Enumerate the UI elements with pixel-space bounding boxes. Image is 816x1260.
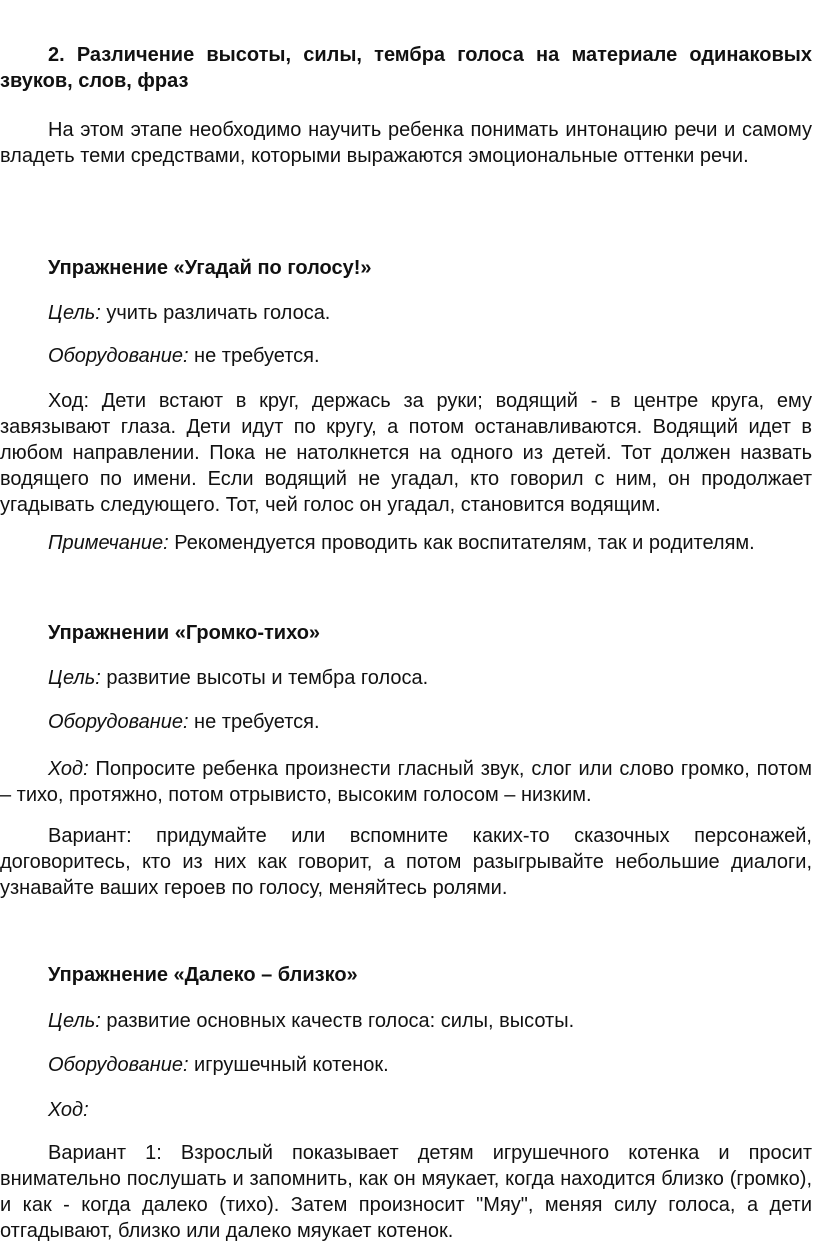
exercise-3-goal bbox=[0, 1008, 812, 1034]
exercise-1-title: Упражнение «Угадай по голосу!» bbox=[48, 257, 372, 279]
exercise-1-goal bbox=[0, 300, 812, 326]
equipment-label: Оборудование: bbox=[48, 711, 189, 733]
equipment-text: не требуется. bbox=[188, 345, 320, 367]
goal-text: учить различать голоса. bbox=[100, 302, 331, 324]
equipment-text: игрушечный котенок. bbox=[188, 1054, 389, 1076]
exercise-2-goal bbox=[0, 665, 812, 691]
exercise-2-title: Упражнении «Громко-тихо» bbox=[48, 622, 321, 644]
section-heading: 2. Различение высоты, силы, тембра голоса на материале одинаковых звуков, слов, фраз bbox=[0, 44, 812, 92]
exercise-1-note bbox=[0, 530, 812, 556]
goal-text: развитие высоты и тембра голоса. bbox=[100, 667, 429, 689]
exercise-2-variant: Вариант: придумайте или вспомните каких-то сказочных персонажей, договоритесь, кто из них как говорит, а потом разыгрывайте небольшие диалоги, узнавайте ваших героев по голосу, меняйтесь ролями. bbox=[0, 825, 812, 899]
procedure-text: Попросите ребенка произнести гласный звук, слог или слово громко, потом – тихо, протяжно, потом отрывисто, высоким голосом – низким. bbox=[0, 758, 812, 806]
exercise-1-equipment bbox=[0, 343, 812, 369]
equipment-label: Оборудование: bbox=[48, 345, 189, 367]
section-intro: На этом этапе необходимо научить ребенка понимать интонацию речи и самому владеть теми средствами, которыми выражаются эмоциональные оттенки речи. bbox=[0, 119, 812, 167]
goal-label: Цель: bbox=[48, 1010, 101, 1032]
goal-text: развитие основных качеств голоса: силы, высоты. bbox=[100, 1010, 575, 1032]
goal-label: Цель: bbox=[48, 667, 101, 689]
exercise-3-variant-1: Вариант 1: Взрослый показывает детям игрушечного котенка и просит внимательно послушать и запомнить, как он мяукает, когда находится близко (громко), и как - когда далеко (тихо). Затем произносит "Мяу", меняя силу голоса, а дети отгадывают, близко или далеко мяукает котенок. bbox=[0, 1142, 812, 1242]
note-text: Рекомендуется проводить как воспитателям, так и родителям. bbox=[168, 532, 755, 554]
exercise-2-equipment bbox=[0, 709, 812, 735]
exercise-3-equipment bbox=[0, 1052, 812, 1078]
exercise-3-title: Упражнение «Далеко – близко» bbox=[48, 964, 358, 986]
procedure-label: Ход: bbox=[48, 758, 89, 780]
equipment-text: не требуется. bbox=[188, 711, 320, 733]
exercise-2-procedure bbox=[0, 756, 812, 808]
note-label: Примечание: bbox=[48, 532, 169, 554]
exercise-3-procedure-label: Ход: bbox=[48, 1099, 89, 1121]
exercise-1-procedure: Ход: Дети встают в круг, держась за руки; водящий - в центре круга, ему завязывают глаза. Дети идут по кругу, а потом останавливаются. Водящий идет в любом направлении. Пока не натолкнется на одного из детей. Тот должен назвать водящего по имени. Если водящий не угадал, кто говорил с ним, он продолжает угадывать следующего. Тот, чей голос он угадал, становится водящим. bbox=[0, 390, 812, 516]
equipment-label: Оборудование: bbox=[48, 1054, 189, 1076]
goal-label: Цель: bbox=[48, 302, 101, 324]
